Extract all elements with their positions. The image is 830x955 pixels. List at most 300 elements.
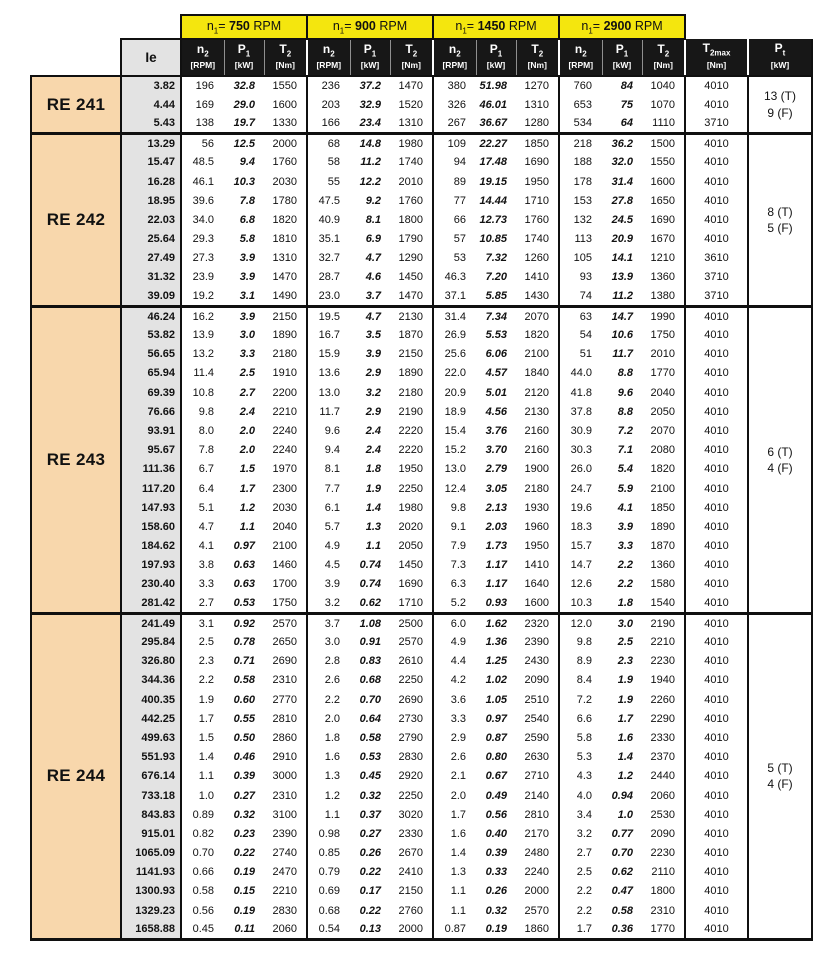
t2-cell: 1760 [524,213,549,226]
p1-cell: 3.05 [485,482,507,495]
table-row [31,191,812,210]
t2-cell: 2370 [650,751,675,764]
n2-cell: 16.2 [181,306,224,325]
ratio-cell: 27.49 [121,249,181,268]
n2-cell: 4.1 [181,537,224,556]
t2-cell: 2330 [398,827,423,840]
table-row [31,786,812,805]
t2-cell: 1810 [272,233,297,246]
n2-cell: 5.1 [181,498,224,517]
p1-cell: 0.53 [359,751,381,764]
p1-cell: 3.9 [239,271,255,284]
n2-cell: 0.68 [307,901,350,920]
col-header-t2max: $T_{2max}$ [Nm] [685,39,748,76]
table-row [31,325,812,344]
n2-cell: 1.1 [433,901,476,920]
t2max-cell: 4010 [685,882,748,901]
n2-cell: 6.3 [433,575,476,594]
t2-cell: 2310 [272,789,297,802]
table-row [31,268,812,287]
n2-cell: 2.7 [181,594,224,613]
model-label: RE 242 [31,134,121,307]
t2-cell: 1450 [398,559,423,572]
ratio-cell: 400.35 [121,690,181,709]
ratio-cell: 1329.23 [121,901,181,920]
t2-cell: 2440 [650,770,675,783]
ratio-cell: 13.29 [121,134,181,153]
t2-cell: 3100 [272,808,297,821]
p1-cell: 1.73 [485,540,507,553]
p1-cell: 2.4 [239,405,255,418]
n2-cell: 1.7 [181,709,224,728]
t2-cell: 2150 [398,885,423,898]
table-row [31,556,812,575]
t2max-cell: 4010 [685,402,748,421]
p1-cell: 0.80 [485,751,507,764]
n2-cell: 66 [433,210,476,229]
t2-cell: 2310 [650,904,675,917]
t2-cell: 2150 [272,310,297,323]
t2-cell: 2070 [524,310,549,323]
t2-cell: 2030 [272,175,297,188]
table-row [31,287,812,306]
table-row [31,575,812,594]
n2-cell: 7.8 [181,441,224,460]
t2-cell: 2910 [272,751,297,764]
n2-cell: 0.45 [181,920,224,939]
t2max-cell: 4010 [685,632,748,651]
n2-cell: 6.4 [181,479,224,498]
n2-cell: 326 [433,95,476,114]
t2max-cell: 4010 [685,920,748,939]
n2-cell: 46.3 [433,268,476,287]
p1-cell: 6.06 [485,348,507,361]
n2-cell: 3.3 [433,709,476,728]
p1-cell: 9.4 [239,156,255,169]
n2-cell: 1.3 [433,863,476,882]
p1-cell: 1.4 [617,751,633,764]
n2-cell: 8.0 [181,421,224,440]
t2-cell: 1750 [650,329,675,342]
t2max-cell: 4010 [685,690,748,709]
p1-cell: 6.8 [239,213,255,226]
thermal-power-cell [748,76,812,134]
n2-cell: 4.9 [433,632,476,651]
p1-cell: 1.7 [617,712,633,725]
t2-cell: 1550 [650,156,675,169]
speed-header-2900: $n_1= 2900$ RPM [559,15,685,39]
ratio-cell: 499.63 [121,728,181,747]
col-header-p1: $P_1$ [kW] [350,39,390,76]
t2-cell: 1900 [524,463,549,476]
ratio-cell: 76.66 [121,402,181,421]
p1-cell: 3.0 [239,329,255,342]
n2-cell: 30.9 [559,421,602,440]
n2-cell: 3.4 [559,805,602,824]
p1-cell: 29.0 [233,98,255,111]
n2-cell: 4.7 [181,517,224,536]
p1-cell: 0.26 [359,847,381,860]
t2-cell: 2140 [524,789,549,802]
p1-cell: 3.3 [617,540,633,553]
p1-cell: 0.36 [602,920,642,939]
n2-cell: 3.7 [307,613,350,632]
t2max-cell: 4010 [685,844,748,863]
t2-cell: 2050 [650,405,675,418]
t2max-cell: 4010 [685,460,748,479]
header-spacer-right [685,15,812,39]
n2-cell: 1.6 [307,748,350,767]
n2-cell: 14.7 [559,556,602,575]
t2-cell: 1600 [516,594,559,613]
n2-cell: 35.1 [307,230,350,249]
p1-cell: 1.7 [239,482,255,495]
thermal-power-line: 6 (T) [767,444,793,459]
p1-cell: 0.83 [359,655,381,668]
t2max-cell: 4010 [685,95,748,114]
p1-cell: 0.78 [233,636,255,649]
t2-cell: 2220 [398,444,423,457]
n2-cell: 3.1 [181,613,224,632]
n2-cell: 1.7 [433,805,476,824]
p1-cell: 1.3 [365,520,381,533]
n2-cell: 58 [307,153,350,172]
t2-cell: 1820 [524,329,549,342]
n2-cell: 2.7 [559,844,602,863]
p1-cell: 0.22 [359,866,381,879]
p1-cell: 37.2 [359,80,381,93]
t2-cell: 2090 [650,827,675,840]
n2-cell: 4.9 [307,537,350,556]
t2max-cell: 4010 [685,594,748,613]
n2-cell: 13.0 [307,383,350,402]
speed-header-1450: $n_1= 1450$ RPM [433,15,559,39]
n2-cell: 20.9 [433,383,476,402]
p1-cell: 12.73 [479,213,507,226]
ratio-cell: 915.01 [121,824,181,843]
t2max-cell: 4010 [685,191,748,210]
t2-cell: 2690 [272,655,297,668]
p1-cell: 4.6 [365,271,381,284]
model-label: RE 241 [31,76,121,134]
t2-cell: 2160 [524,444,549,457]
n2-cell: 2.1 [433,767,476,786]
n2-cell: 2.2 [307,690,350,709]
t2max-cell: 4010 [685,767,748,786]
t2max-cell: 4010 [685,479,748,498]
p1-cell: 6.9 [365,233,381,246]
ratio-cell: 25.64 [121,230,181,249]
p1-cell: 12.5 [233,137,255,150]
t2-cell: 2010 [398,175,423,188]
p1-cell: 11.2 [360,156,381,169]
p1-cell: 9.2 [365,194,381,207]
p1-cell: 23.4 [350,114,390,133]
t2-cell: 2060 [264,920,307,939]
n2-cell: 13.2 [181,345,224,364]
p1-cell: 1.25 [485,655,507,668]
n2-cell: 25.6 [433,345,476,364]
table-row [31,402,812,421]
n2-cell: 1.1 [181,767,224,786]
t2-cell: 1540 [642,594,685,613]
p1-cell: 0.39 [485,847,507,860]
ratio-cell: 111.36 [121,460,181,479]
p1-cell: 24.5 [611,213,633,226]
p1-cell: 1.9 [617,674,633,687]
t2-cell: 1930 [524,501,549,514]
table-row [31,114,812,133]
t2max-cell: 4010 [685,863,748,882]
n2-cell: 0.98 [307,824,350,843]
t2-cell: 2010 [650,348,675,361]
t2-cell: 2020 [398,520,423,533]
n2-cell: 77 [433,191,476,210]
p1-cell: 19.7 [224,114,264,133]
n2-cell: 44.0 [559,364,602,383]
p1-cell: 0.37 [359,808,381,821]
t2-cell: 1850 [524,137,549,150]
p1-cell: 2.0 [239,424,255,437]
n2-cell: 178 [559,172,602,191]
p1-cell: 0.63 [233,578,255,591]
p1-cell: 0.11 [224,920,264,939]
n2-cell: 196 [181,76,224,95]
t2-cell: 1640 [524,578,549,591]
p1-cell: 1.08 [359,617,381,630]
p1-cell: 2.79 [485,463,507,476]
t2-cell: 2730 [398,712,423,725]
n2-cell: 4.0 [559,786,602,805]
t2-cell: 1980 [398,501,423,514]
t2-cell: 1770 [642,920,685,939]
t2-cell: 1870 [398,329,423,342]
p1-cell: 1.9 [365,482,381,495]
n2-cell: 0.69 [307,882,350,901]
n2-cell: 13.9 [181,325,224,344]
n2-cell: 13.6 [307,364,350,383]
n2-cell: 31.4 [433,306,476,325]
p1-cell: 11.7 [612,348,633,361]
n2-cell: 2.8 [307,652,350,671]
t2-cell: 2830 [272,904,297,917]
t2-cell: 2180 [272,348,297,361]
p1-cell: 1.8 [365,463,381,476]
t2-cell: 1430 [516,287,559,306]
n2-cell: 15.9 [307,345,350,364]
thermal-power-cell [748,134,812,307]
t2-cell: 1890 [398,367,423,380]
p1-cell: 11.2 [602,287,642,306]
speed-header-750: $n_1= 750$ RPM [181,15,307,39]
p1-cell: 1.8 [602,594,642,613]
t2-cell: 2150 [398,348,423,361]
ratio-cell: 3.82 [121,76,181,95]
n2-cell: 1.6 [433,824,476,843]
t2-cell: 2190 [650,617,675,630]
t2-cell: 1580 [650,578,675,591]
p1-cell: 5.53 [485,329,507,342]
t2-cell: 2250 [398,789,423,802]
p1-cell: 7.2 [617,424,633,437]
t2max-cell: 4010 [685,537,748,556]
t2-cell: 1410 [524,271,549,284]
t2-cell: 1600 [650,175,675,188]
p1-cell: 0.92 [233,617,255,630]
ratio-cell: 197.93 [121,556,181,575]
n2-cell: 1.1 [307,805,350,824]
n2-cell: 267 [433,114,476,133]
t2-cell: 1490 [264,287,307,306]
ratio-cell: 53.82 [121,325,181,344]
ratio-cell: 5.43 [121,114,181,133]
p1-cell: 0.62 [611,866,633,879]
column-header-row [31,39,812,76]
t2-cell: 2240 [524,866,549,879]
n2-cell: 9.1 [433,517,476,536]
t2-cell: 2200 [272,386,297,399]
p1-cell: 3.9 [239,252,255,265]
t2-cell: 1690 [524,156,549,169]
table-row [31,709,812,728]
n2-cell: 54 [559,325,602,344]
n2-cell: 2.2 [181,671,224,690]
t2-cell: 1950 [524,175,549,188]
t2-cell: 1890 [272,329,297,342]
p1-cell: 19.15 [479,175,507,188]
n2-cell: 39.6 [181,191,224,210]
t2-cell: 2210 [650,636,675,649]
p1-cell: 0.58 [233,674,255,687]
t2-cell: 2390 [524,636,549,649]
t2-cell: 2210 [272,885,297,898]
t2-cell: 2120 [524,386,549,399]
p1-cell: 14.7 [611,310,633,323]
t2-cell: 2810 [272,712,297,725]
p1-cell: 1.2 [617,770,633,783]
table-row [31,728,812,747]
t2max-cell: 4010 [685,652,748,671]
t2-cell: 1410 [524,559,549,572]
t2max-cell: 4010 [685,824,748,843]
table-row [31,594,812,613]
n2-cell: 19.6 [559,498,602,517]
col-header-ratio: Ie [121,39,181,76]
col-header-n2: $n_2$ [RPM] [559,39,602,76]
p1-cell: 32.0 [611,156,633,169]
n2-cell: 236 [307,76,350,95]
table-row [31,230,812,249]
p1-cell: 5.01 [485,386,507,399]
p1-cell: 7.34 [485,310,507,323]
n2-cell: 3.9 [307,575,350,594]
t2-cell: 2110 [651,866,675,879]
t2-cell: 1470 [390,287,433,306]
t2-cell: 2100 [272,540,297,553]
n2-cell: 47.5 [307,191,350,210]
n2-cell: 19.5 [307,306,350,325]
ratio-cell: 281.42 [121,594,181,613]
n2-cell: 6.7 [181,460,224,479]
n2-cell: 23.0 [307,287,350,306]
t2-cell: 2530 [650,808,675,821]
t2max-cell: 4010 [685,517,748,536]
table-row [31,920,812,939]
p1-cell: 1.05 [485,693,507,706]
t2-cell: 1740 [524,233,549,246]
n2-cell: 11.7 [307,402,350,421]
p1-cell: 0.47 [611,885,633,898]
n2-cell: 203 [307,95,350,114]
t2-cell: 1500 [650,137,675,150]
t2-cell: 2690 [398,693,423,706]
t2-cell: 1280 [516,114,559,133]
n2-cell: 2.2 [559,882,602,901]
p1-cell: 0.70 [611,847,633,860]
p1-cell: 0.26 [485,885,507,898]
n2-cell: 105 [559,249,602,268]
t2-cell: 1210 [650,252,675,265]
n2-cell: 653 [559,95,602,114]
t2-cell: 2040 [650,386,675,399]
p1-cell: 2.4 [365,444,381,457]
ratio-cell: 733.18 [121,786,181,805]
t2max-cell: 4010 [685,441,748,460]
t2max-cell: 4010 [685,172,748,191]
table-row [31,249,812,268]
ratio-cell: 31.32 [121,268,181,287]
n2-cell: 2.2 [559,901,602,920]
t2-cell: 2630 [524,751,549,764]
p1-cell: 0.74 [359,578,381,591]
n2-cell: 55 [307,172,350,191]
t2-cell: 2180 [398,386,423,399]
n2-cell: 218 [559,134,602,153]
t2-cell: 2770 [272,693,297,706]
n2-cell: 18.9 [433,402,476,421]
n2-cell: 29.3 [181,230,224,249]
t2-cell: 1820 [272,213,297,226]
t2max-cell: 4010 [685,613,748,632]
p1-cell: 2.13 [485,501,507,514]
table-row [31,671,812,690]
p1-cell: 0.62 [350,594,390,613]
p1-cell: 2.3 [617,655,633,668]
t2-cell: 1360 [650,271,675,284]
t2-cell: 2220 [398,424,423,437]
n2-cell: 3.3 [181,575,224,594]
ratio-cell: 551.93 [121,748,181,767]
table-row [31,172,812,191]
ratio-cell: 93.91 [121,421,181,440]
table-row [31,95,812,114]
t2-cell: 1870 [650,540,675,553]
p1-cell: 27.8 [611,194,633,207]
table-row [31,632,812,651]
n2-cell: 3.8 [181,556,224,575]
n2-cell: 53 [433,249,476,268]
p1-cell: 0.58 [359,731,381,744]
t2max-cell: 3710 [685,114,748,133]
table-row [31,210,812,229]
t2-cell: 1740 [398,156,423,169]
t2-cell: 2920 [398,770,423,783]
n2-cell: 23.9 [181,268,224,287]
t2-cell: 2790 [398,731,423,744]
t2-cell: 1970 [272,463,297,476]
ratio-cell: 65.94 [121,364,181,383]
t2-cell: 2230 [650,847,675,860]
